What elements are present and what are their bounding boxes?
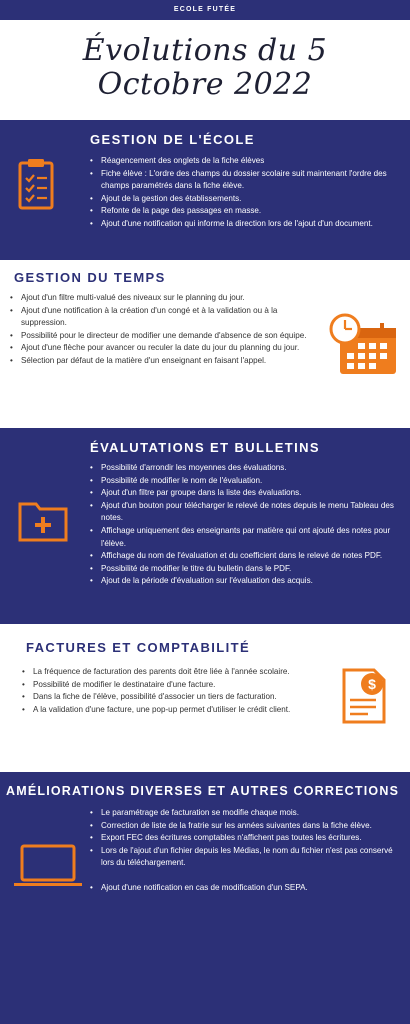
- list-item: • Sélection par défaut de la matière d'un enseignant en faisant l'appel.: [10, 355, 320, 368]
- section-heading: FACTURES ET COMPTABILITÉ: [26, 640, 251, 655]
- list-item: • Possibilité pour le directeur de modifier une demande d'absence de son équipe.: [10, 330, 320, 343]
- section-heading: AMÉLIORATIONS DIVERSES ET AUTRES CORRECTIONS: [6, 784, 400, 798]
- list-item: • Possibilité de modifier le nom de l'évaluation.: [90, 475, 400, 488]
- list-item: • Réagencement des onglets de la fiche élèves: [90, 155, 400, 168]
- section-gestion-ecole: [0, 120, 410, 260]
- list-item: • Possibilité d'arrondir les moyennes des évaluations.: [90, 462, 400, 475]
- brand-bar: [0, 0, 410, 20]
- section-heading: ÉVALUTATIONS ET BULLETINS: [90, 440, 320, 455]
- section-heading: GESTION DU TEMPS: [14, 270, 166, 285]
- list-item: • Export FEC des écritures comptables n'affichent pas toutes les écritures.: [90, 832, 406, 845]
- list-item: • Ajout d'une notification en cas de modification d'un SEPA.: [90, 882, 406, 895]
- clipboard-checklist-icon: [18, 158, 54, 210]
- list-item: • Possibilité de modifier le destinataire d'une facture.: [22, 679, 312, 692]
- list-item: • Ajout d'une notification à la création d'un congé et à la validation ou à la suppression.: [10, 305, 320, 330]
- svg-text:$: $: [368, 676, 376, 692]
- section-gestion-temps: [0, 260, 410, 428]
- section-ameliorations: [0, 772, 410, 1024]
- section-list: [90, 462, 400, 588]
- list-item: • Ajout d'une notification qui informe la direction lors de l'ajout d'un document.: [90, 218, 400, 231]
- list-item: • Refonte de la page des passages en masse.: [90, 205, 400, 218]
- section-factures: [0, 624, 410, 772]
- brand-name: ECOLE FUTÉE: [173, 6, 237, 13]
- section-evaluations: [0, 428, 410, 624]
- list-item: • Correction de liste de la fratrie sur les années suivantes dans la fiche élève.: [90, 820, 406, 833]
- section-list: [22, 666, 312, 716]
- section-list: [90, 807, 406, 895]
- section-heading: GESTION DE L'ÉCOLE: [90, 132, 255, 147]
- list-item: • A la validation d'une facture, une pop-up permet d'utiliser le crédit client.: [22, 704, 312, 717]
- list-item: • Ajout d'un bouton pour télécharger le relevé de notes depuis le menu Tableau des notes.: [90, 500, 400, 525]
- title-line-1: Évolutions du 5: [82, 33, 328, 68]
- list-item: • Affichage uniquement des enseignants par matière qui ont ajouté des notes pour l'élève.: [90, 525, 400, 550]
- title-box: [0, 20, 410, 120]
- list-item: • Fiche élève : L'ordre des champs du dossier scolaire suit maintenant l'ordre des champs paramétrés dans la fiche élève.: [90, 168, 400, 193]
- clock-calendar-icon: [328, 312, 398, 378]
- list-item: • Ajout de la période d'évaluation sur l'évaluation des acquis.: [90, 575, 400, 588]
- laptop-icon: [12, 842, 84, 890]
- list-item: • Ajout d'une flèche pour avancer ou reculer la date du jour du planning du jour.: [10, 342, 320, 355]
- list-item: • Dans la fiche de l'élève, possibilité d'associer un tiers de facturation.: [22, 691, 312, 704]
- section-list: [90, 155, 400, 231]
- title-line-2: Octobre 2022: [97, 67, 313, 102]
- list-item: • Lors de l'ajout d'un fichier depuis les Médias, le nom du fichier n'est pas conservé lors du téléchargement.: [90, 845, 406, 870]
- list-item: • Possibilité de modifier le titre du bulletin dans le PDF.: [90, 563, 400, 576]
- list-item: • La fréquence de facturation des parents doit être liée à l'année scolaire.: [22, 666, 312, 679]
- invoice-dollar-icon: [338, 666, 388, 726]
- list-item: • Ajout de la gestion des établissements.: [90, 193, 400, 206]
- folder-plus-icon: [18, 498, 68, 542]
- section-list: [10, 292, 320, 368]
- list-item: • Affichage du nom de l'évaluation et du coefficient dans le relevé de notes PDF.: [90, 550, 400, 563]
- list-item: • Ajout d'un filtre multi-valué des niveaux sur le planning du jour.: [10, 292, 320, 305]
- list-item: • Ajout d'un filtre par groupe dans la liste des évaluations.: [90, 487, 400, 500]
- list-item: • Le paramétrage de facturation se modifie chaque mois.: [90, 807, 406, 820]
